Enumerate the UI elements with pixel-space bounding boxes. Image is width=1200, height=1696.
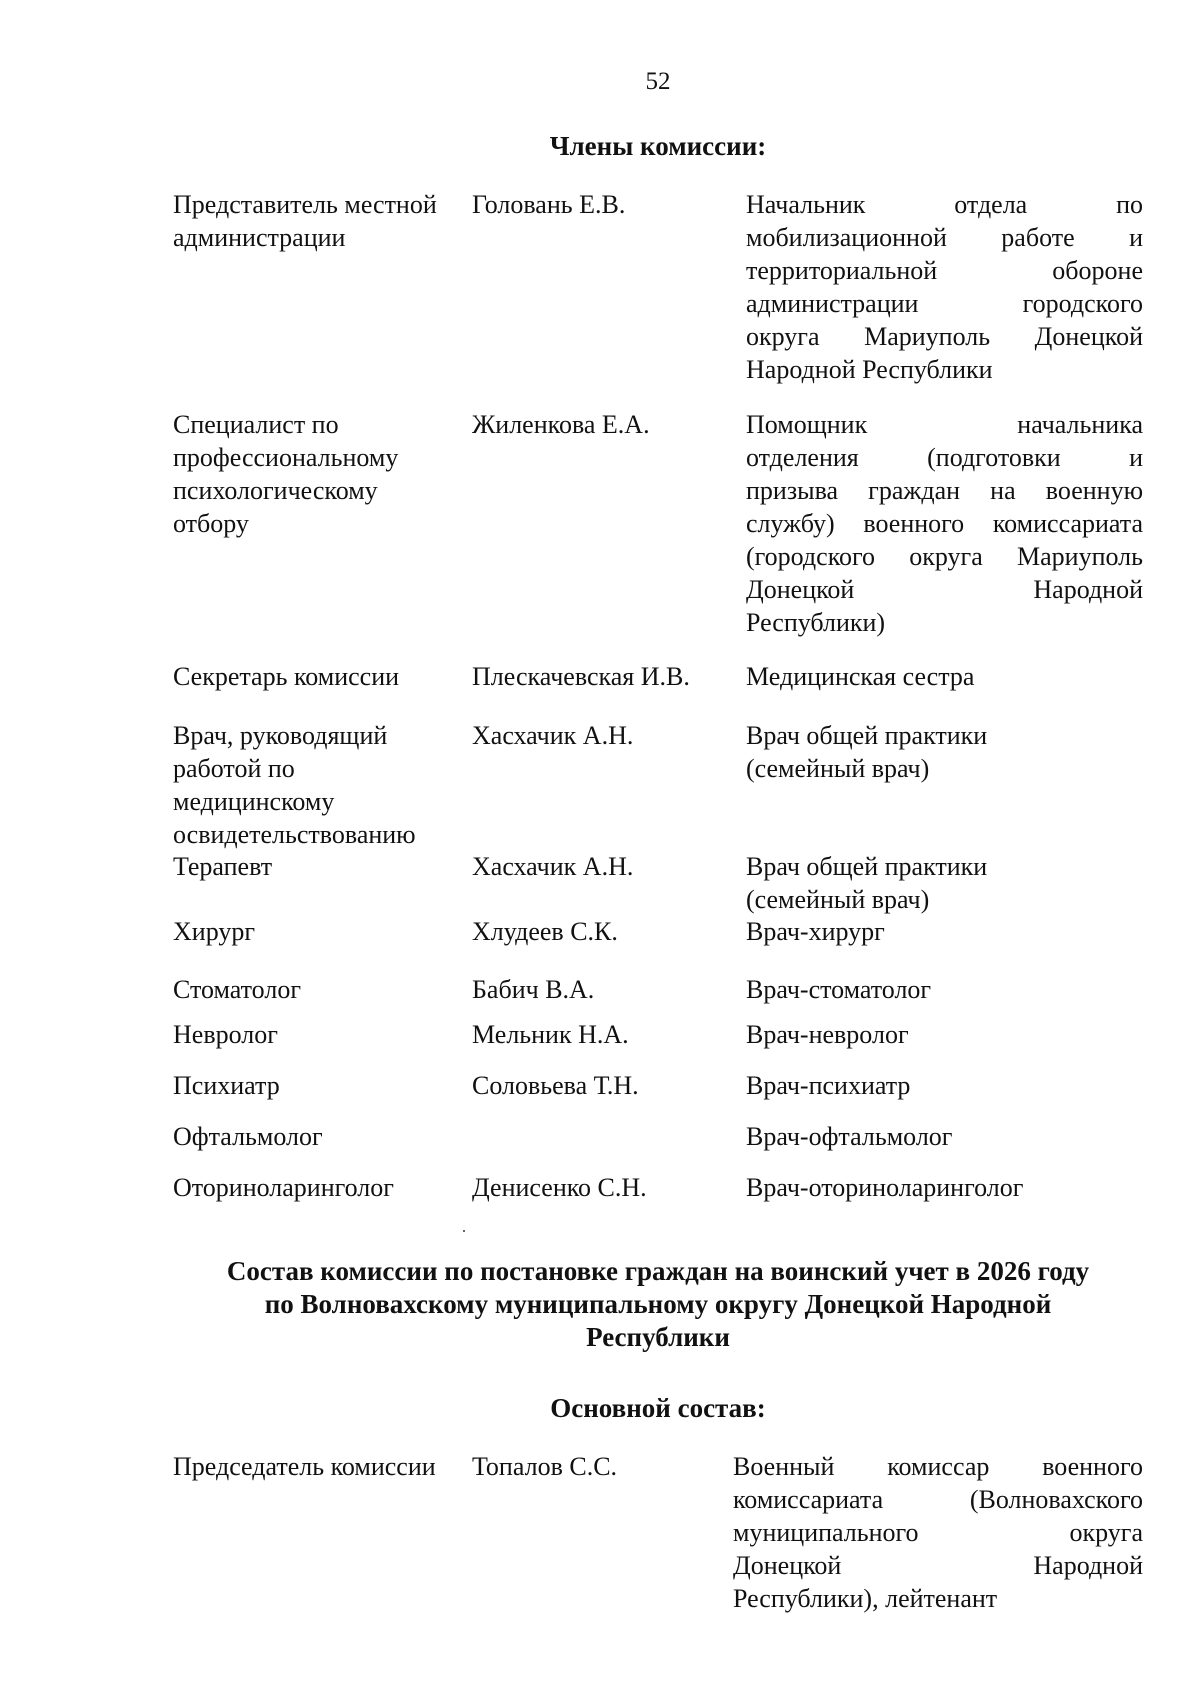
main-composition-heading: Основной состав: <box>550 1393 766 1423</box>
member-name: Бабич В.А. <box>472 975 595 1004</box>
member-position: Медицинская сестра <box>746 662 975 691</box>
member-name: Головань Е.В. <box>472 190 626 219</box>
member-name: Жиленкова Е.А. <box>472 410 650 439</box>
member-role: Психиатр <box>173 1071 280 1100</box>
stray-dot <box>463 1230 465 1232</box>
member-position: Врач-хирург <box>746 917 885 946</box>
member-position: Начальник отдела по мобилизационной работе и территориальной обороне администрации городского округа Мариуполь Донецкой Народной Республики <box>746 190 1143 384</box>
members-heading: Члены комиссии: <box>549 131 767 161</box>
member-name: Хасхачик А.Н. <box>472 852 634 881</box>
member-name: Топалов С.С. <box>472 1452 618 1481</box>
member-name: Плескачевская И.В. <box>472 662 690 691</box>
member-name: Денисенко С.Н. <box>472 1173 647 1202</box>
member-role: Представитель местной администрации <box>173 190 437 252</box>
member-role: Терапевт <box>173 852 273 881</box>
member-role: Врач, руководящий работой по медицинскому освидетельствованию <box>173 721 416 849</box>
member-name: Мельник Н.А. <box>472 1020 629 1049</box>
member-role: Специалист по профессиональному психологическому отбору <box>173 410 399 538</box>
member-name: Хлудеев С.К. <box>472 917 618 946</box>
member-position: Врач-оториноларинголог <box>746 1173 1024 1202</box>
member-position: Врач общей практики (семейный врач) <box>746 721 988 783</box>
member-name: Хасхачик А.Н. <box>472 721 634 750</box>
member-position: Врач-невролог <box>746 1020 909 1049</box>
member-role: Невролог <box>173 1020 278 1049</box>
member-role: Стоматолог <box>173 975 301 1004</box>
member-position: Военный комиссар военного комиссариата (Волновахского муниципального округа Донецкой Народной Республики), лейтенант <box>733 1452 1143 1613</box>
member-role: Оториноларинголог <box>173 1173 394 1202</box>
member-role: Офтальмолог <box>173 1122 323 1151</box>
member-position: Врач общей практики (семейный врач) <box>746 852 988 914</box>
member-name: Соловьева Т.Н. <box>472 1071 639 1100</box>
page-number: 52 <box>645 68 671 95</box>
composition-heading: Состав комиссии по постановке граждан на воинский учет в 2026 году по Волновахскому муниципальному округу Донецкой Народной Республики <box>226 1256 1090 1352</box>
member-role: Секретарь комиссии <box>173 662 400 691</box>
member-role: Хирург <box>173 917 256 946</box>
member-position: Врач-офтальмолог <box>746 1122 953 1151</box>
member-position: Врач-психиатр <box>746 1071 911 1100</box>
member-role: Председатель комиссии <box>173 1452 436 1481</box>
member-position: Врач-стоматолог <box>746 975 932 1004</box>
member-position: Помощник начальника отделения (подготовки и призыва граждан на военную службу) военного комиссариата (городского округа Мариуполь Донецкой Народной Республики) <box>746 410 1143 637</box>
